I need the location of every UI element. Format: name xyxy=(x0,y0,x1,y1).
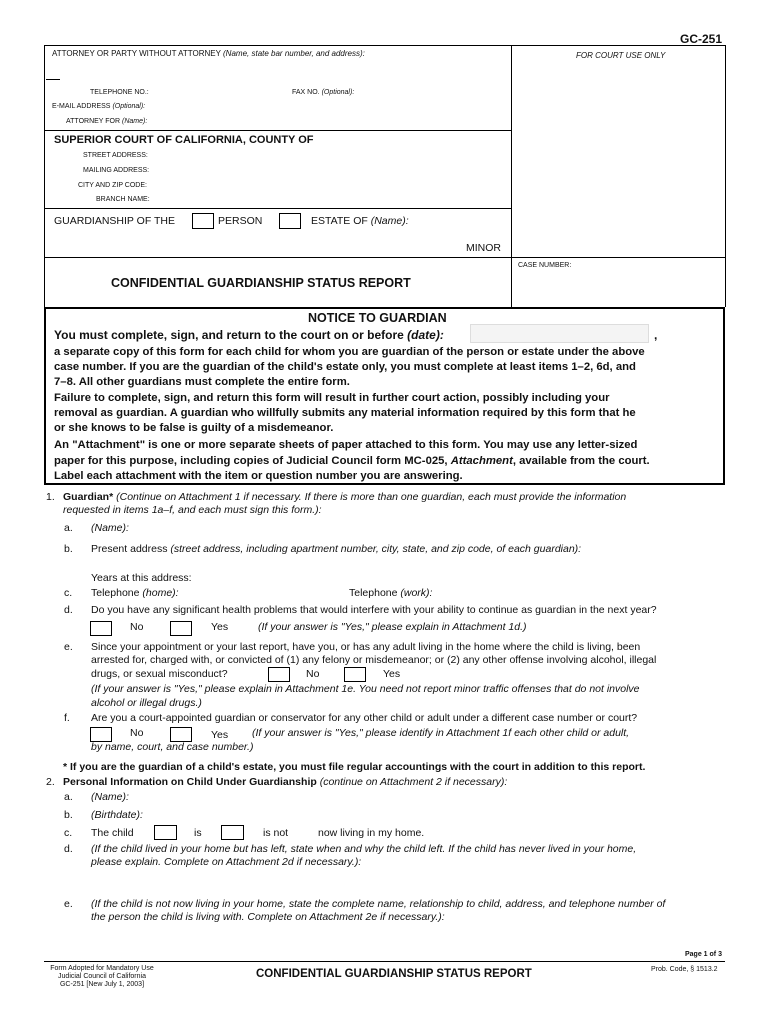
attorney-for-label: ATTORNEY FOR (Name): xyxy=(66,118,148,125)
adopted-line2: Judicial Council of California xyxy=(58,973,146,980)
item1b-letter: b. xyxy=(64,543,73,555)
item2a-letter: a. xyxy=(64,791,73,803)
item1f-explain-line1: (If your answer is "Yes," please identify in Attachment 1f each other child or adult, xyxy=(252,727,630,739)
item2d-question-line1: (If the child lived in your home but has left, state when and why the child left. If the child has never lived in your home, xyxy=(91,843,637,855)
notice-p2-line3: or she knows to be false is guilty of a misdemeanor. xyxy=(54,422,334,434)
notice-p1-line2: a separate copy of this form for each child for whom you are guardian of the person or estate under the above xyxy=(54,346,645,358)
fax-label: FAX NO. (Optional): xyxy=(292,89,355,96)
item1e-no-checkbox[interactable] xyxy=(268,667,290,682)
item1-heading: Guardian* (Continue on Attachment 1 if necessary. If there is more than one guardian, each must provide the information xyxy=(63,491,627,503)
item2d-letter: d. xyxy=(64,843,73,855)
estate-checkbox[interactable] xyxy=(279,213,301,229)
attorney-box-bottom-rule xyxy=(44,130,511,131)
item2e-question-line1: (If the child is not now living in your home, state the complete name, relationship to child, address, and telephone number of xyxy=(91,898,666,910)
item1-intro-line2: requested in items 1a–f, and each must sign this form.): xyxy=(63,504,322,516)
page-number: Page 1 of 3 xyxy=(685,951,722,958)
item1d-no-checkbox[interactable] xyxy=(90,621,112,636)
notice-p3-line3: Label each attachment with the item or question number you are answering. xyxy=(54,470,463,482)
court-name: SUPERIOR COURT OF CALIFORNIA, COUNTY OF xyxy=(54,134,314,146)
header-left-rule xyxy=(44,45,45,307)
now-living-label: now living in my home. xyxy=(318,827,425,839)
item1f-no-checkbox[interactable] xyxy=(90,727,112,742)
street-address-label: STREET ADDRESS: xyxy=(83,152,148,159)
item2d-question-line2: please explain. Complete on Attachment 2d if necessary.): xyxy=(91,856,362,868)
item1c-letter: c. xyxy=(64,587,73,599)
notice-p2-line1: Failure to complete, sign, and return this form will result in further court action, possibly including your xyxy=(54,392,610,404)
item1d-letter: d. xyxy=(64,604,73,616)
item1e-question-line1: Since your appointment or your last report, have you, or has any adult living in the home where the child is living, been xyxy=(91,641,641,653)
item1f-explain-line2: by name, court, and case number.) xyxy=(91,741,254,753)
item1e-question-line3: drugs, or sexual misconduct? xyxy=(91,668,228,680)
notice-p3-line1: An "Attachment" is one or more separate sheets of paper attached to this form. You may use any letter-sized xyxy=(54,439,638,451)
item1f-no-label: No xyxy=(130,727,144,739)
notice-p2-line2: removal as guardian. A guardian who willfully submits any material information required by this form that he xyxy=(54,407,636,419)
item1d-yes-label: Yes xyxy=(211,621,229,633)
notice-p1-line4: 7–8. All other guardians must complete the entire form. xyxy=(54,376,350,388)
branch-name-label: BRANCH NAME: xyxy=(96,196,150,203)
item1e-explain-line1: (If your answer is "Yes," please explain in Attachment 1e. You need not report minor traffic offenses that do not involve xyxy=(91,683,640,695)
item1-number: 1. xyxy=(46,491,55,503)
child-birthdate-label: (Birthdate): xyxy=(91,809,143,821)
item1e-question-line2: arrested for, charged with, or convicted of (1) any felony or misdemeanor; or (2) any other offense involving alcohol, illegal xyxy=(91,654,657,666)
estate-footnote: * If you are the guardian of a child's estate, you must file regular accountings with the court in addition to this report. xyxy=(63,761,646,773)
mailing-address-label: MAILING ADDRESS: xyxy=(83,167,150,174)
item1e-letter: e. xyxy=(64,641,73,653)
item2-heading: Personal Information on Child Under Guardianship (continue on Attachment 2 if necessary): xyxy=(63,776,508,788)
item2e-letter: e. xyxy=(64,898,73,910)
item1f-yes-checkbox[interactable] xyxy=(170,727,192,742)
header-top-rule xyxy=(44,45,725,46)
item1b-address-label: Present address (street address, including apartment number, city, state, and zip code, of each guardian): xyxy=(91,543,582,555)
minor-label: MINOR xyxy=(466,242,501,254)
item1a-name-label: (Name): xyxy=(91,522,129,534)
item2-number: 2. xyxy=(46,776,55,788)
item2b-letter: b. xyxy=(64,809,73,821)
notice-p1-line3: case number. If you are the guardian of the child's estate only, you must complete at least items 1–2, 6d, and xyxy=(54,361,636,373)
form-title: CONFIDENTIAL GUARDIANSHIP STATUS REPORT xyxy=(111,276,411,290)
item1e-yes-checkbox[interactable] xyxy=(344,667,366,682)
adopted-line1: Form Adopted for Mandatory Use xyxy=(50,965,154,972)
item1f-letter: f. xyxy=(64,712,70,724)
prob-code: Prob. Code, § 1513.2 xyxy=(651,966,718,973)
telephone-label: TELEPHONE NO.: xyxy=(90,89,149,96)
notice-title: NOTICE TO GUARDIAN xyxy=(308,311,447,325)
child-is-not-checkbox[interactable] xyxy=(221,825,244,840)
notice-p3-line2: paper for this purpose, including copies of Judicial Council form MC-025, Attachment, available from the court. xyxy=(54,455,650,467)
item1a-letter: a. xyxy=(64,522,73,534)
footer-title: CONFIDENTIAL GUARDIANSHIP STATUS REPORT xyxy=(256,968,532,980)
item1f-question: Are you a court-appointed guardian or conservator for any other child or adult under a different case number or court? xyxy=(91,712,638,724)
item1f-yes-label: Yes xyxy=(211,729,229,741)
years-at-address-label: Years at this address: xyxy=(91,572,192,584)
item2e-question-line2: the person the child is living with. Complete on Attachment 2e if necessary.): xyxy=(91,911,445,923)
form-number: GC-251 xyxy=(680,32,723,46)
caption-bottom-rule xyxy=(44,257,725,258)
header-right-rule xyxy=(725,45,726,307)
court-box-bottom-rule xyxy=(44,208,511,209)
due-date-comma: , xyxy=(654,328,658,342)
person-checkbox[interactable] xyxy=(192,213,214,229)
city-zip-label: CITY AND ZIP CODE: xyxy=(78,182,147,189)
due-date-field[interactable] xyxy=(470,324,649,343)
notice-p1-line1: You must complete, sign, and return to the court on or before (date): xyxy=(54,328,444,342)
guardianship-of-the-label: GUARDIANSHIP OF THE xyxy=(54,215,175,227)
person-label: PERSON xyxy=(218,215,263,227)
item1d-no-label: No xyxy=(130,621,144,633)
item1d-question: Do you have any significant health problems that would interfere with your ability to continue as guardian in the next year? xyxy=(91,604,657,616)
telephone-home-label: Telephone (home): xyxy=(91,587,179,599)
telephone-work-label: Telephone (work): xyxy=(349,587,433,599)
attorney-name-line xyxy=(46,79,60,80)
adopted-line3: GC-251 [New July 1, 2003] xyxy=(59,981,145,988)
child-name-label: (Name): xyxy=(91,791,129,803)
court-use-label: FOR COURT USE ONLY xyxy=(576,51,666,60)
child-is-checkbox[interactable] xyxy=(154,825,177,840)
item1d-yes-checkbox[interactable] xyxy=(170,621,192,636)
email-label: E-MAIL ADDRESS (Optional): xyxy=(52,103,146,110)
case-number-label: CASE NUMBER: xyxy=(518,262,572,269)
item2c-letter: c. xyxy=(64,827,73,839)
item1e-yes-label: Yes xyxy=(383,668,401,680)
footer-rule xyxy=(44,961,725,962)
is-label: is xyxy=(194,827,202,839)
item1e-no-label: No xyxy=(306,668,320,680)
estate-of-label: ESTATE OF (Name): xyxy=(311,215,409,227)
the-child-label: The child xyxy=(91,827,134,839)
item1d-explain: (If your answer is "Yes," please explain in Attachment 1d.) xyxy=(258,621,527,633)
is-not-label: is not xyxy=(263,827,289,839)
court-use-divider xyxy=(511,45,512,307)
item1e-explain-line2: alcohol or illegal drugs.) xyxy=(91,697,202,709)
attorney-label: ATTORNEY OR PARTY WITHOUT ATTORNEY (Name, state bar number, and address): xyxy=(52,49,365,58)
